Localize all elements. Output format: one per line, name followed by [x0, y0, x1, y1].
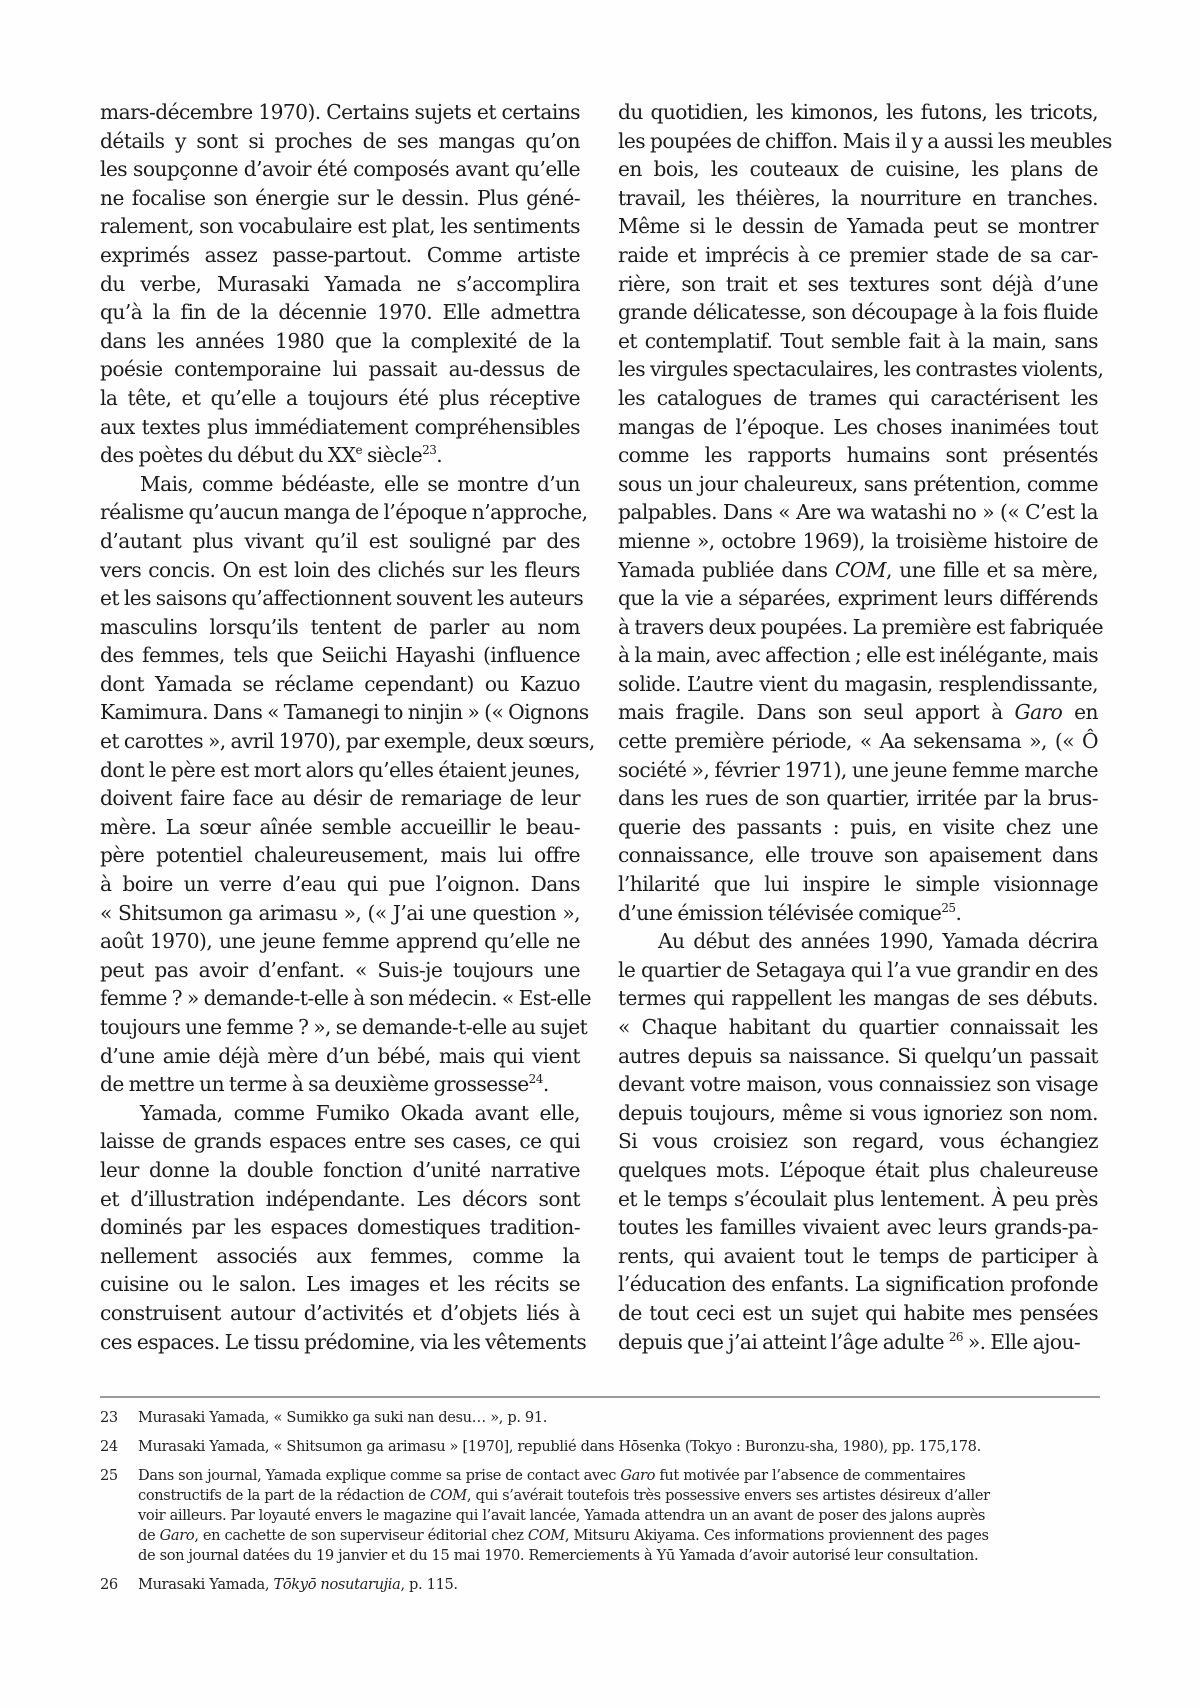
text-line: depuis que j’ai atteint l’âge adulte $^{26}$ ». Elle ajou-: [618, 1329, 1081, 1354]
text-line: laisse de grands espaces entre ses cases, ce qui: [100, 1129, 580, 1154]
text-line: palpables. Dans « Are wa watashi no » (« C’est la: [618, 500, 1098, 525]
text-line: devant votre maison, vous connaissiez son visage: [618, 1072, 1098, 1097]
text-line: l’hilarité que lui inspire le simple visionnage: [618, 872, 1098, 897]
text-line: querie des passants : puis, en visite chez une: [618, 814, 1098, 839]
footnote-23: [100, 1408, 1100, 1428]
footnote-line: de Garo, en cachette de son superviseur éditorial chez COM, Mitsuru Akiyama. Ces informations proviennent des pages: [138, 1527, 989, 1544]
text-line: cuisine ou le salon. Les images et les récits se: [100, 1272, 580, 1297]
text-line: Même si le dessin de Yamada peut se montrer: [618, 214, 1098, 239]
text-line: réalisme qu’aucun manga de l’époque n’approche,: [100, 500, 588, 525]
text-line: des femmes, tels que Seiichi Hayashi (influence: [100, 643, 580, 668]
text-line: toutes les familles vivaient avec leurs grands-pa-: [618, 1215, 1098, 1240]
text-line: dont le père est mort alors qu’elles étaient jeunes,: [100, 757, 580, 782]
text-line: solide. L’autre vient du magasin, resplendissante,: [618, 671, 1098, 696]
text-line: l’éducation des enfants. La signification profonde: [618, 1272, 1098, 1297]
text-line: « Chaque habitant du quartier connaissait les: [618, 1015, 1098, 1039]
footnote-line: constructifs de la part de la rédaction de COM, qui s’avérait toutefois très possessive envers ses artistes désireux d’aller: [138, 1487, 990, 1504]
footnote-reference[interactable]: 23: [422, 443, 437, 458]
text-line: d’une émission télévisée comique$^{25}$.: [618, 900, 962, 925]
text-line: autres depuis sa naissance. Si quelqu’un passait: [618, 1043, 1098, 1068]
text-line: ces espaces. Le tissu prédomine, via les vêtements: [100, 1329, 587, 1354]
text-line: les virgules spectaculaires, les contrastes violents,: [618, 357, 1104, 382]
text-line: mère. La sœur aînée semble accueillir le beau-: [100, 814, 580, 839]
text-line: masculins lorsqu’ils tentent de parler au nom: [100, 614, 580, 639]
text-line: le quartier de Setagaya qui l’a vue grandir en des: [618, 957, 1098, 982]
text-line: Au début des années 1990, Yamada décrira: [658, 929, 1098, 954]
footnote-reference[interactable]: 26: [948, 1329, 964, 1344]
text-line: père potentiel chaleureusement, mais lui offre: [100, 843, 580, 868]
text-line: raide et imprécis à ce premier stade de sa car-: [618, 242, 1098, 267]
text-line: détails y sont si proches de ses mangas qu’on: [100, 128, 580, 153]
footnote-number: 25: [100, 1467, 118, 1484]
text-line: du verbe, Murasaki Yamada ne s’accomplira: [100, 271, 580, 296]
text-line: « Shitsumon ga arimasu », (« J’ai une question »,: [100, 900, 580, 925]
footnote-line: Murasaki Yamada, Tōkyō nosutarujia, p. 115.: [138, 1576, 458, 1593]
text-line: et d’illustration indépendante. Les décors sont: [100, 1186, 580, 1211]
text-line: leur donne la double fonction d’unité narrative: [100, 1157, 580, 1182]
footnote-25: [100, 1466, 1100, 1566]
text-line: exprimés assez passe-partout. Comme artiste: [100, 242, 580, 267]
text-line: les soupçonne d’avoir été composés avant qu’elle: [100, 157, 580, 182]
text-line: rière, son trait et ses textures sont déjà d’une: [618, 271, 1098, 296]
text-line: nellement associés aux femmes, comme la: [100, 1243, 580, 1268]
text-line: Mais, comme bédéaste, elle se montre d’un: [140, 471, 580, 496]
text-line: Yamada publiée dans COM, une fille et sa mère,: [618, 557, 1098, 582]
footnote-24: [100, 1437, 1100, 1457]
text-line: à la main, avec affection ; elle est inélégante, mais: [618, 643, 1099, 668]
text-line: vers concis. On est loin des clichés sur les fleurs: [100, 557, 580, 582]
text-line: les poupées de chiffon. Mais il y a aussi les meubles: [618, 128, 1112, 153]
text-line: société », février 1971), une jeune femme marche: [618, 757, 1098, 782]
text-line: peut pas avoir d’enfant. « Suis-je toujours une: [100, 957, 580, 982]
footnote-text: [138, 1437, 1100, 1457]
text-line: d’autant plus vivant qu’il est souligné par des: [100, 528, 580, 553]
text-line: aux textes plus immédiatement compréhensibles: [100, 414, 580, 439]
text-line: mars-décembre 1970). Certains sujets et certains: [100, 100, 580, 124]
footnote-separator-rule: [100, 1396, 1100, 1398]
text-line: travail, les théières, la nourriture en tranches.: [618, 185, 1098, 210]
text-line: en bois, les couteaux de cuisine, les plans de: [618, 157, 1098, 182]
text-line: que la vie a séparées, expriment leurs différends: [618, 586, 1098, 611]
footnote-text: [138, 1466, 1100, 1566]
text-line: dominés par les espaces domestiques tradition-: [100, 1215, 580, 1240]
text-line: août 1970), une jeune femme apprend qu’elle ne: [100, 929, 580, 954]
text-line: depuis toujours, même si vous ignoriez son nom.: [618, 1100, 1098, 1125]
text-line: à travers deux poupées. La première est fabriquée: [618, 614, 1103, 639]
text-line: de mettre un terme à sa deuxième grossesse$^{24}$.: [100, 1072, 549, 1097]
text-line: Kamimura. Dans « Tamanegi to ninjin » (« Oignons: [100, 700, 589, 725]
text-line: et carottes », avril 1970), par exemple, deux sœurs,: [100, 729, 595, 754]
text-line: les catalogues de trames qui caractérisent les: [618, 385, 1098, 410]
footnote-text: [138, 1575, 1100, 1595]
text-line: des poètes du début du XXe siècle$^{23}$.: [100, 443, 443, 468]
text-line: dans les rues de son quartier, irritée par la brus-: [618, 786, 1098, 811]
text-line: construisent autour d’activités et d’objets liés à: [100, 1300, 580, 1325]
footnote-line: de son journal datées du 19 janvier et du 15 mai 1970. Remerciements à Yū Yamada d’avoir autorisé leur consultation.: [138, 1547, 979, 1564]
text-line: femme ? » demande-t-elle à son médecin. « Est-elle: [100, 986, 592, 1011]
text-line: doivent faire face au désir de remariage de leur: [100, 786, 580, 811]
footnotes-section: [100, 1408, 1100, 1604]
text-line: de tout ceci est un sujet qui habite mes pensées: [618, 1300, 1098, 1325]
text-line: la tête, et qu’elle a toujours été plus réceptive: [100, 385, 580, 410]
text-line: Yamada, comme Fumiko Okada avant elle,: [140, 1100, 580, 1125]
text-line: grande délicatesse, son découpage à la fois fluide: [618, 300, 1098, 325]
text-line: et contemplatif. Tout semble fait à la main, sans: [618, 328, 1098, 353]
footnote-number: 24: [100, 1438, 118, 1455]
footnote-line: Murasaki Yamada, « Shitsumon ga arimasu » [1970], republié dans Hōsenka (Tokyo : Buronzu-sha, 1980), pp. 175,178.: [138, 1438, 981, 1455]
text-line: toujours une femme ? », se demande-t-elle au sujet: [100, 1015, 588, 1039]
text-line: mais fragile. Dans son seul apport à Garo en: [618, 700, 1098, 725]
text-line: rents, qui avaient tout le temps de participer à: [618, 1243, 1098, 1268]
footnote-line: voir ailleurs. Par loyauté envers le magazine qui l’avait lancée, Yamada attendra un an avant de poser des jalons auprès: [138, 1507, 986, 1524]
text-line: à boire un verre d’eau qui pue l’oignon. Dans: [100, 872, 580, 897]
footnote-number: 26: [100, 1576, 118, 1593]
text-line: ne focalise son énergie sur le dessin. Plus géné-: [100, 185, 580, 210]
text-line: connaissance, elle trouve son apaisement dans: [618, 843, 1098, 868]
footnote-line: Murasaki Yamada, « Sumikko ga suki nan desu… », p. 91.: [138, 1409, 548, 1426]
text-line: termes qui rappellent les mangas de ses débuts.: [618, 986, 1098, 1011]
text-line: sous un jour chaleureux, sans prétention, comme: [618, 471, 1098, 496]
text-line: cette première période, « Aa sekensama », (« Ô: [618, 729, 1098, 754]
text-line: qu’à la fin de la décennie 1970. Elle admettra: [100, 300, 580, 325]
footnote-reference[interactable]: 24: [528, 1072, 543, 1087]
right-text-column: [618, 98, 1112, 1356]
text-line: comme les rapports humains sont présentés: [618, 443, 1098, 468]
text-line: Si vous croisiez son regard, vous échangiez: [618, 1129, 1098, 1154]
text-line: du quotidien, les kimonos, les futons, les tricots,: [618, 100, 1098, 124]
text-line: d’une amie déjà mère d’un bébé, mais qui vient: [100, 1043, 580, 1068]
footnote-26: [100, 1575, 1100, 1595]
footnote-line: Dans son journal, Yamada explique comme sa prise de contact avec Garo fut motivée par l’absence de commentaires: [138, 1467, 966, 1484]
text-line: mienne », octobre 1969), la troisième histoire de: [618, 528, 1098, 553]
text-line: poésie contemporaine lui passait au-dessus de: [100, 357, 580, 382]
footnote-reference[interactable]: 25: [941, 900, 956, 915]
text-line: et le temps s’écoulait plus lentement. À peu près: [618, 1186, 1098, 1211]
footnote-number: 23: [100, 1409, 118, 1426]
footnote-text: [138, 1408, 1100, 1428]
text-line: dans les années 1980 que la complexité de la: [100, 328, 580, 353]
text-line: ralement, son vocabulaire est plat, les sentiments: [100, 214, 580, 239]
text-line: mangas de l’époque. Les choses inanimées tout: [618, 414, 1098, 439]
left-text-column: [100, 98, 595, 1356]
text-line: et les saisons qu’affectionnent souvent les auteurs: [100, 586, 584, 611]
text-line: quelques mots. L’époque était plus chaleureuse: [618, 1157, 1098, 1182]
text-line: dont Yamada se réclame cependant) ou Kazuo: [100, 671, 580, 696]
